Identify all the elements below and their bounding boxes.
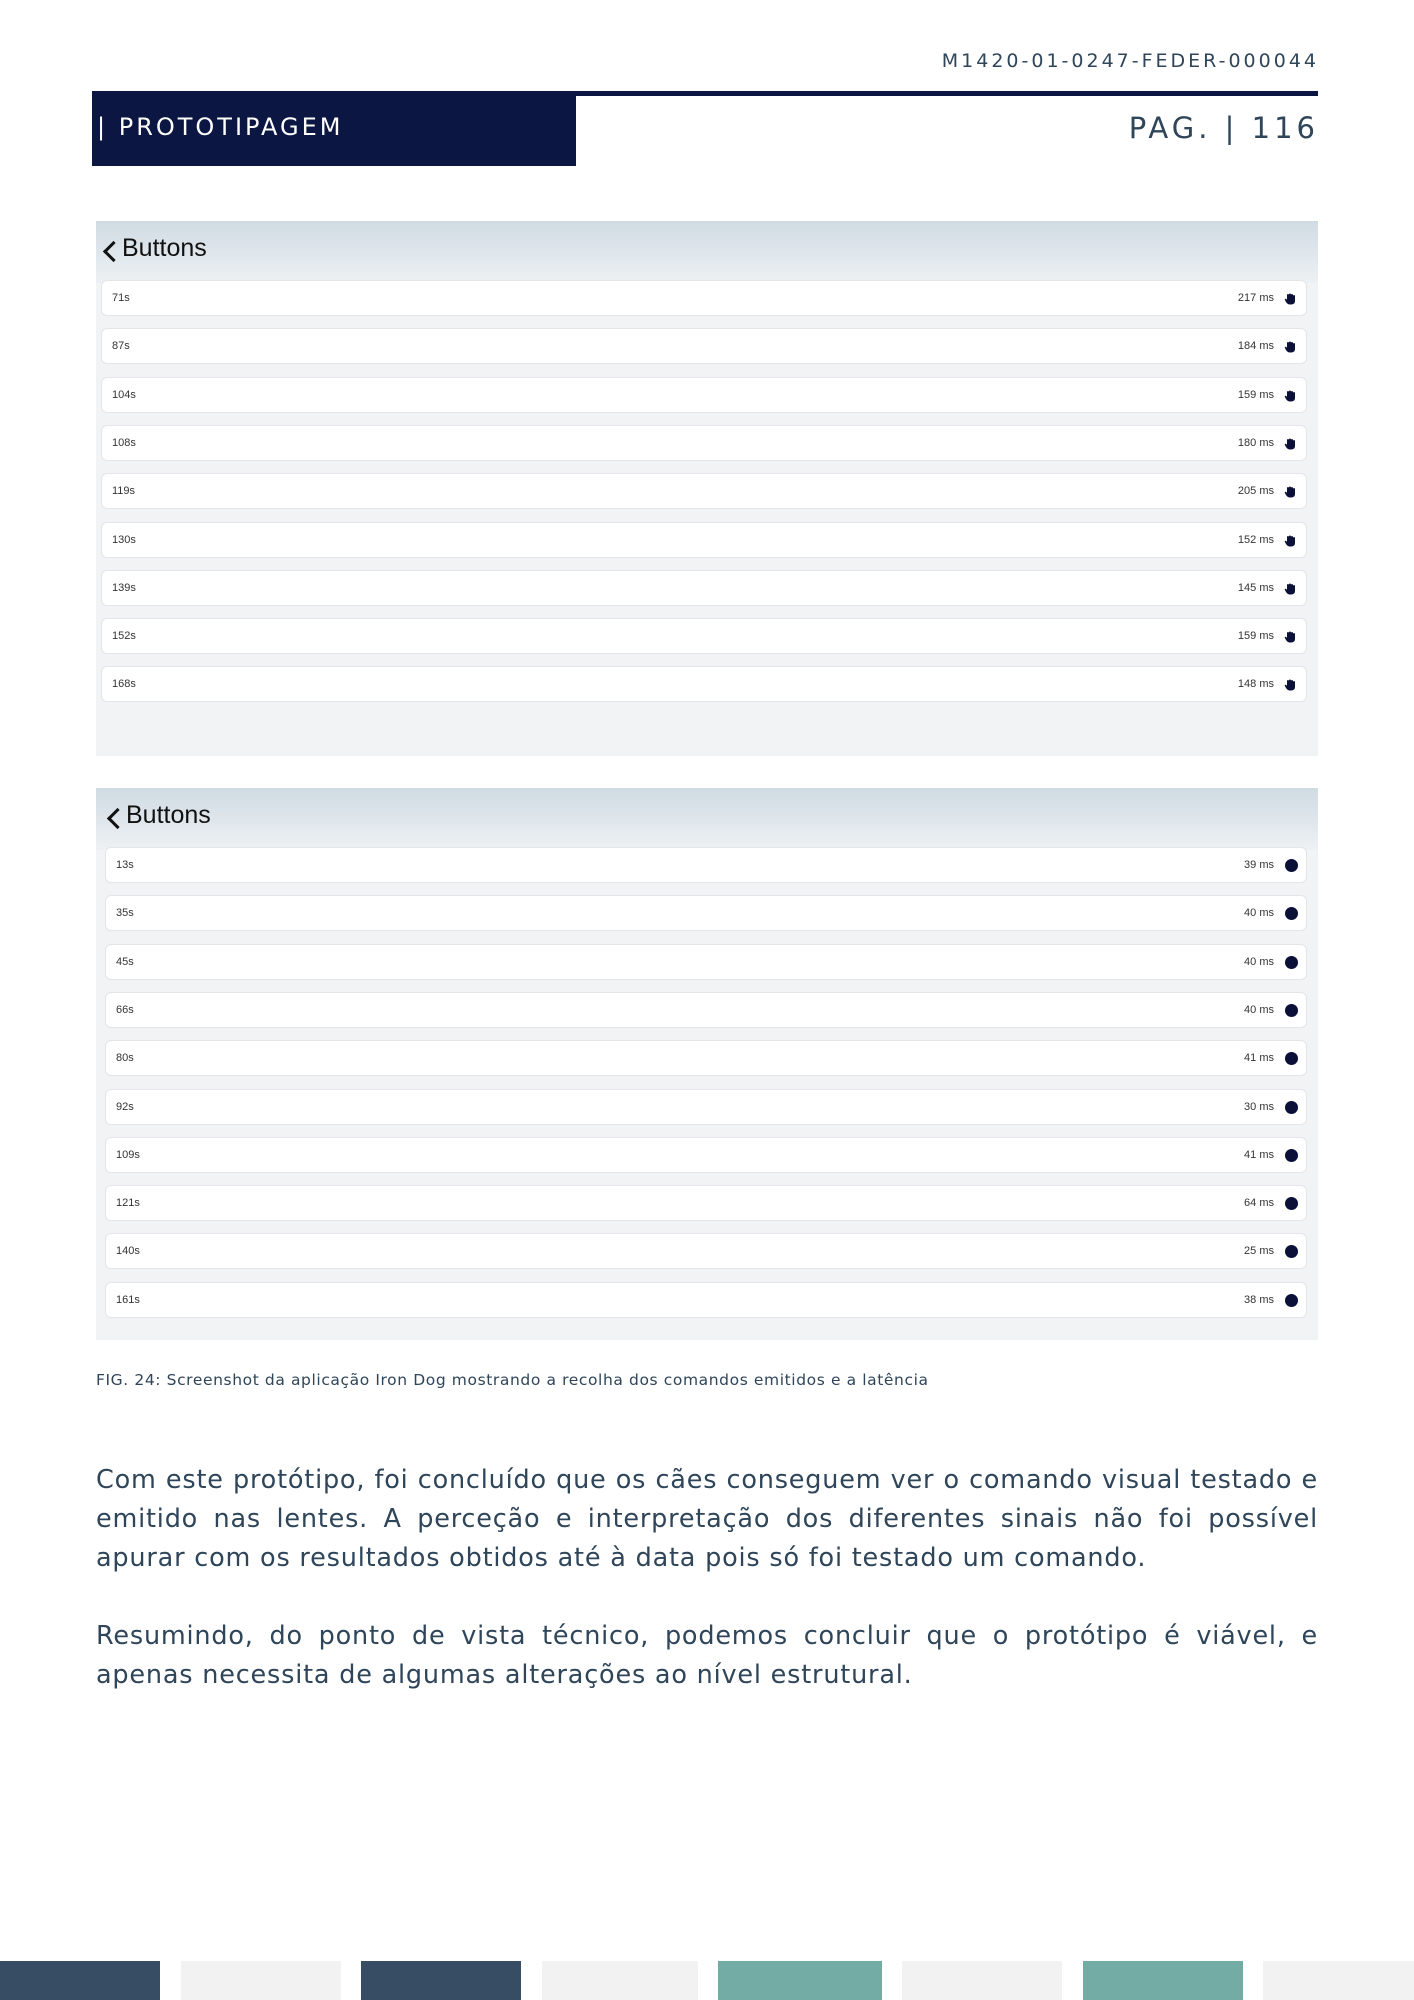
footer-block [181,1961,341,2000]
footer-block [1083,1961,1243,2000]
latency-value: 40 ms [1244,955,1274,968]
list-item[interactable] [105,944,1307,980]
dot-icon [1285,1101,1298,1114]
command-time: 35s [116,907,134,920]
command-time: 139s [112,581,136,594]
latency-value: 159 ms [1237,630,1274,643]
document-code: M1420-01-0247-FEDER-000044 [941,50,1319,72]
footer-block [542,1961,698,2000]
latency-value: 217 ms [1237,292,1274,304]
list-item[interactable] [101,280,1307,316]
command-time: 152s [112,630,136,643]
panel-header [96,788,1318,850]
command-time: 121s [116,1197,140,1210]
hand-icon [1284,679,1296,691]
list-item[interactable] [105,1040,1307,1076]
list-item[interactable] [101,522,1307,558]
list-item[interactable] [101,473,1307,509]
command-time: 108s [112,436,136,449]
footer-block [0,1961,160,2000]
command-time: 71s [112,292,130,304]
list-item[interactable] [105,992,1307,1028]
app-screenshot-hand-commands [96,221,1318,756]
command-time: 92s [116,1100,134,1113]
footer-block [1263,1961,1414,2000]
list-item[interactable] [101,618,1307,654]
page-number: PAG. | 116 [1128,111,1319,145]
latency-value: 41 ms [1244,1052,1274,1065]
latency-value: 40 ms [1244,907,1274,920]
dot-icon [1285,1294,1298,1307]
list-item[interactable] [105,1089,1307,1125]
hand-icon [1284,390,1296,402]
footer-block [718,1961,882,2000]
list-item[interactable] [105,895,1307,931]
command-time: 109s [116,1148,140,1161]
list-item[interactable] [105,1185,1307,1221]
dot-icon [1285,1245,1298,1258]
latency-value: 25 ms [1244,1245,1274,1258]
hand-icon [1284,341,1296,353]
hand-icon [1284,535,1296,547]
hand-icon [1284,293,1296,305]
hand-icon [1284,486,1296,498]
latency-value: 41 ms [1244,1148,1274,1161]
list-item[interactable] [101,570,1307,606]
latency-value: 184 ms [1237,340,1274,353]
hand-icon [1284,438,1296,450]
command-time: 104s [112,388,136,401]
command-time: 66s [116,1003,134,1016]
command-time: 87s [112,340,130,353]
list-item[interactable] [105,1233,1307,1269]
footer-block [361,1961,521,2000]
command-time: 130s [112,533,136,546]
latency-value: 159 ms [1237,388,1274,401]
command-time: 168s [112,678,136,691]
panel-header [96,221,1318,283]
command-time: 161s [116,1293,140,1306]
dot-icon [1285,907,1298,920]
latency-value: 64 ms [1244,1197,1274,1210]
hand-icon [1284,583,1296,595]
command-time: 45s [116,955,134,968]
latency-value: 145 ms [1237,581,1274,594]
command-time: 80s [116,1052,134,1065]
list-item[interactable] [105,1282,1307,1318]
list-item[interactable] [105,1137,1307,1173]
latency-value: 180 ms [1237,436,1274,449]
body-paragraph: Resumindo, do ponto de vista técnico, podemos concluir que o protótipo é viável, e apenas necessita de algumas alterações ao nível estrutural. [96,1621,1318,1690]
dot-icon [1285,1052,1298,1065]
command-time: 119s [112,485,136,498]
list-item[interactable] [105,847,1307,883]
dot-icon [1285,956,1298,969]
command-time: 13s [116,859,134,871]
app-screenshot-dot-commands [96,788,1318,1340]
dot-icon [1285,1197,1298,1210]
latency-value: 38 ms [1244,1293,1274,1306]
list-item[interactable] [101,666,1307,702]
footer-block [902,1961,1062,2000]
latency-value: 39 ms [1244,859,1274,871]
dot-icon [1285,1004,1298,1017]
latency-value: 152 ms [1237,533,1274,546]
latency-value: 148 ms [1237,678,1274,691]
list-item[interactable] [101,377,1307,413]
command-time: 140s [116,1245,140,1258]
dot-icon [1285,1149,1298,1162]
latency-value: 30 ms [1244,1100,1274,1113]
body-paragraph: Com este protótipo, foi concluído que os cães conseguem ver o comando visual testado e emitido nas lentes. A perceção e interpretação dos diferentes sinais não foi possível apurar com os resultados obtidos até à data pois só foi testado um comando. [96,1465,1318,1573]
hand-icon [1284,631,1296,643]
panel-title: Buttons [126,801,211,829]
list-item[interactable] [101,328,1307,364]
section-title: | PROTOTIPAGEM [97,113,344,141]
latency-value: 205 ms [1237,485,1274,498]
figure-caption: FIG. 24: Screenshot da aplicação Iron Dog mostrando a recolha dos comandos emitidos e a latência [96,1371,929,1389]
panel-title: Buttons [122,234,207,262]
list-item[interactable] [101,425,1307,461]
dot-icon [1285,859,1298,872]
latency-value: 40 ms [1244,1003,1274,1016]
